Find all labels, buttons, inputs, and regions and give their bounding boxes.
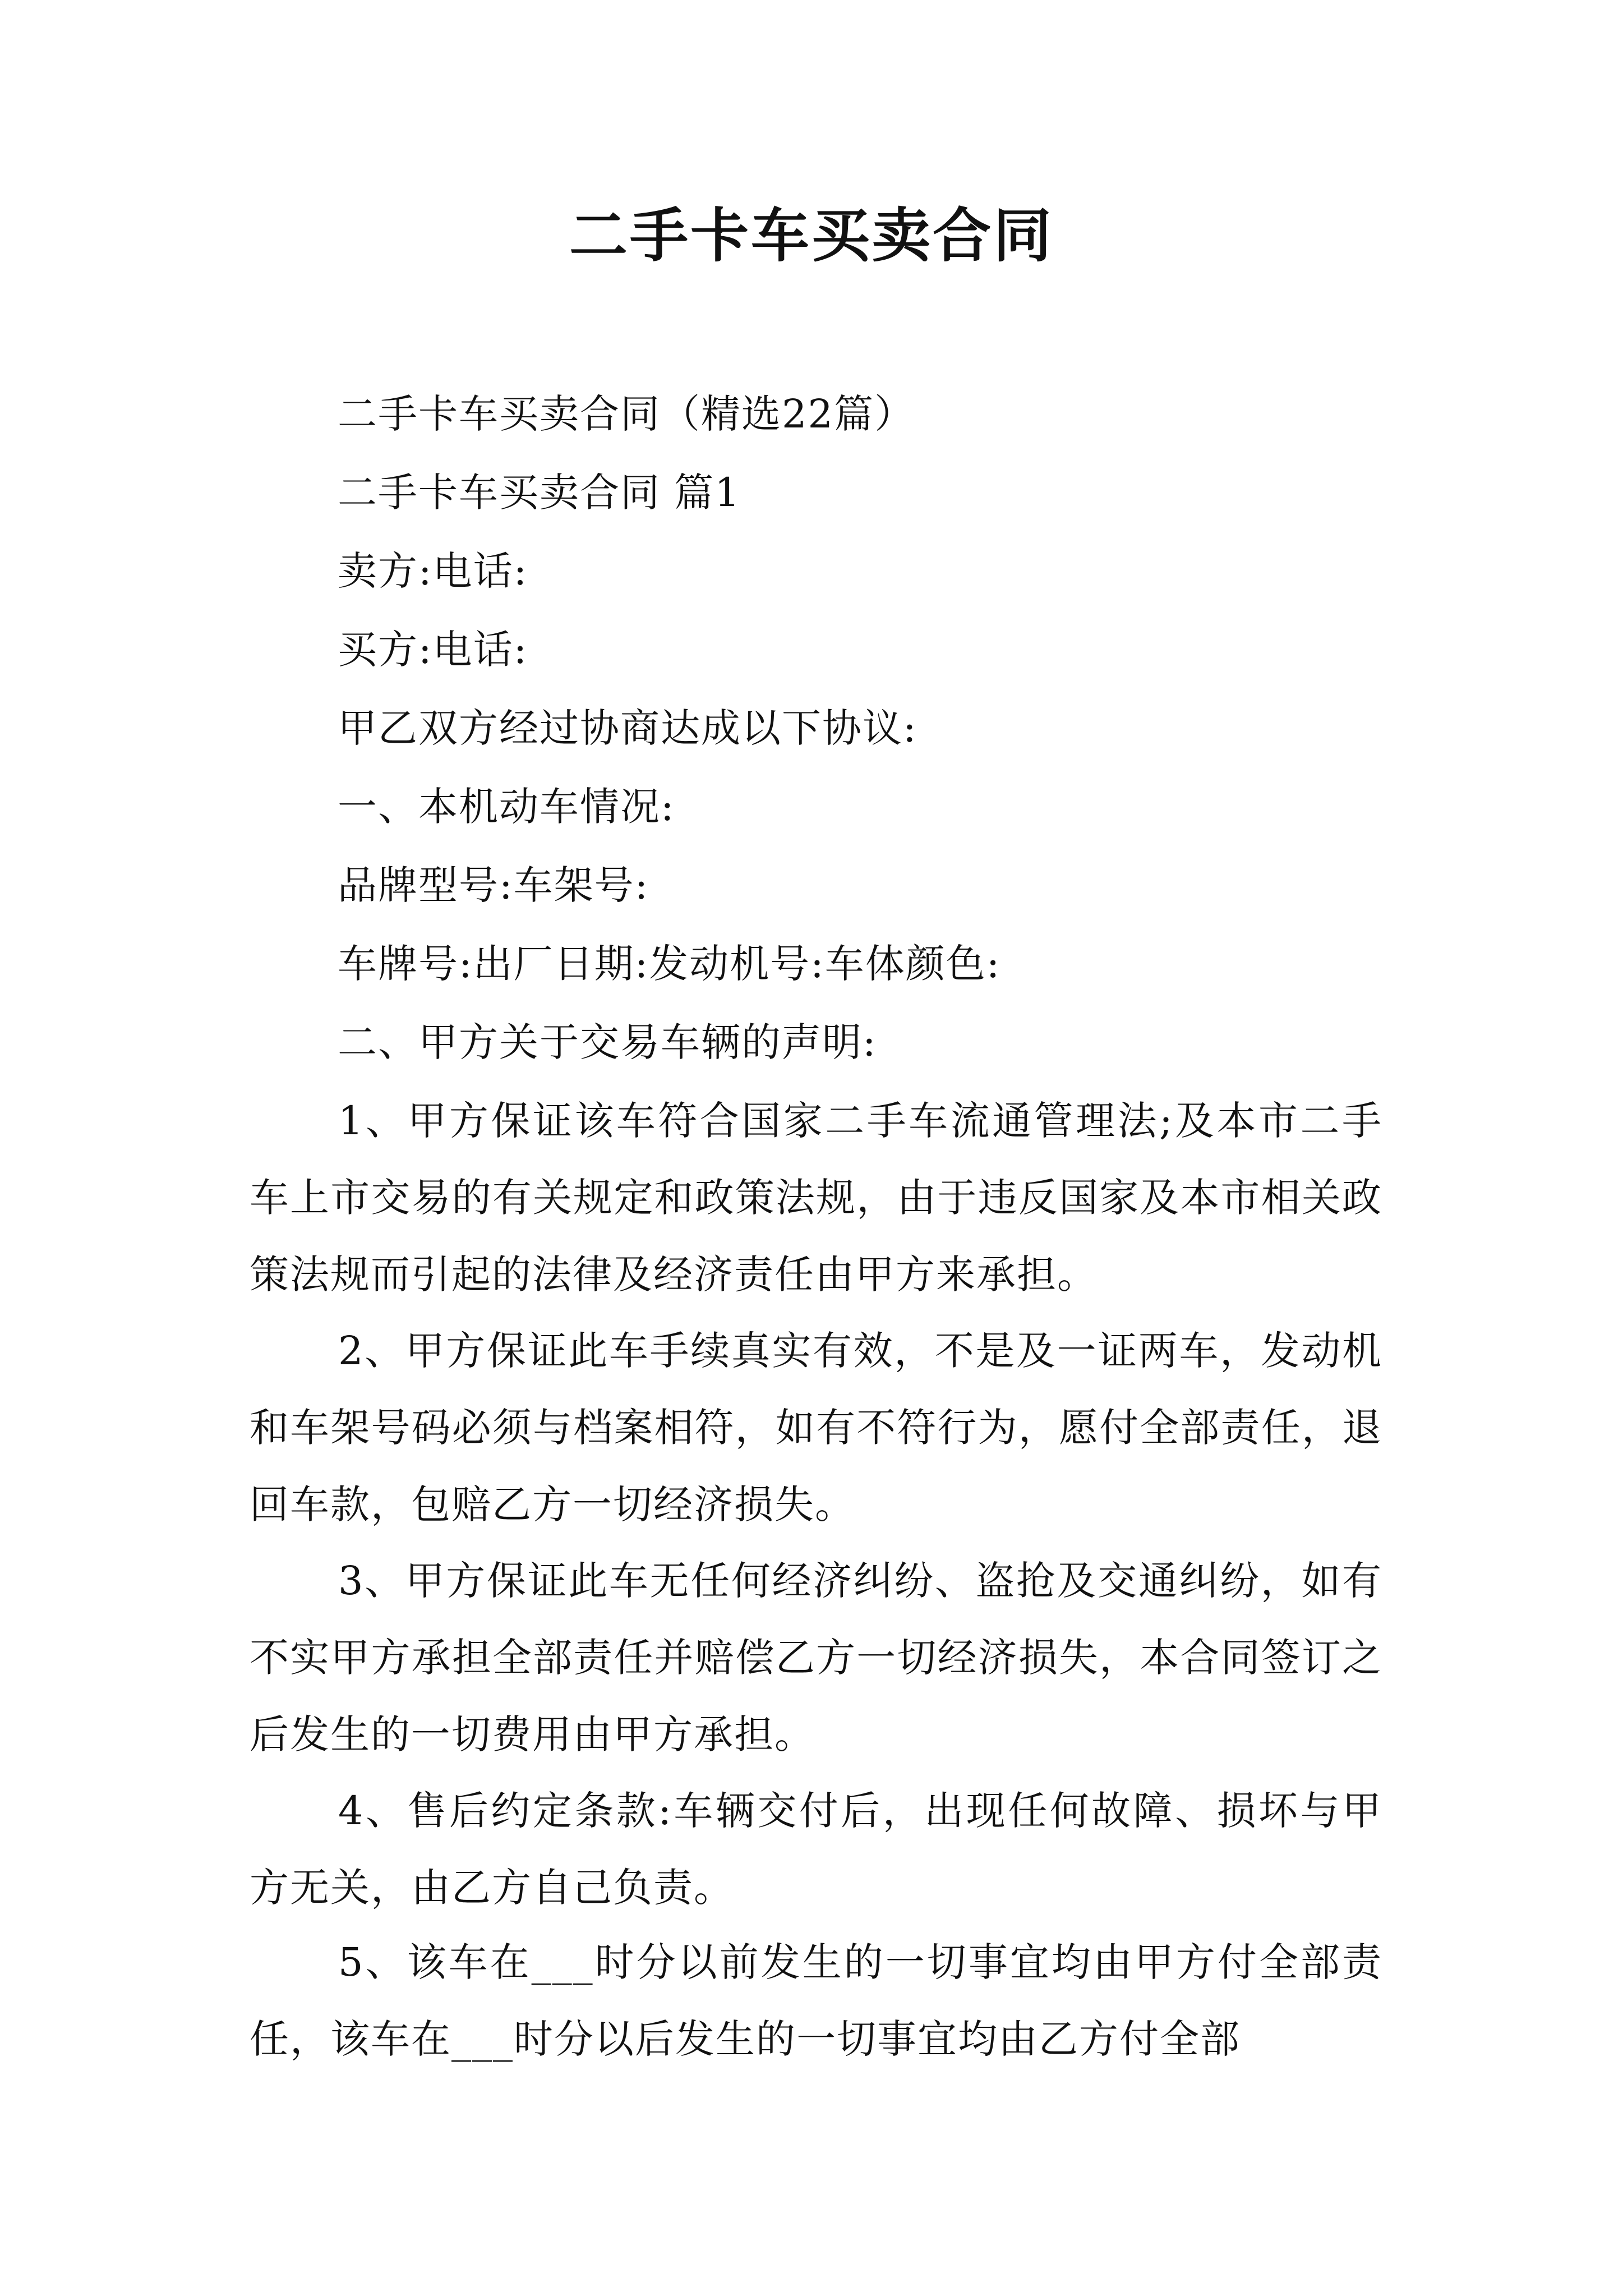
section-two-heading: 二、甲方关于交易车辆的声明: — [338, 1019, 877, 1065]
vehicle-info-line-1: 品牌型号:车架号: — [338, 862, 649, 908]
clause-2: 2、甲方保证此车手续真实有效，不是及一证两车，发动机和车架号码必须与档案相符，如有不符行为，愿付全部责任，退回车款，包赔乙方一切经济损失。 — [250, 1328, 1382, 1527]
section-one-heading: 一、本机动车情况: — [338, 784, 675, 830]
clause-4: 4、售后约定条款:车辆交付后，出现任何故障、损坏与甲方无关，由乙方自己负责。 — [250, 1788, 1382, 1911]
document-title: 二手卡车买卖合同 — [569, 201, 1054, 270]
clause-5: 5、该车在___时分以前发生的一切事宜均由甲方付全部责任，该车在___时分以后发生的一切事宜均由乙方付全部 — [250, 1939, 1382, 2062]
agreement-intro: 甲乙双方经过协商达成以下协议: — [338, 705, 917, 751]
section-heading: 二手卡车买卖合同 篇1 — [338, 470, 741, 516]
clause-1: 1、甲方保证该车符合国家二手车流通管理法;及本市二手车上市交易的有关规定和政策法规，由于违反国家及本市相关政策法规而引起的法律及经济责任由甲方来承担。 — [250, 1098, 1382, 1297]
seller-line: 卖方:电话: — [338, 548, 528, 594]
document-subtitle: 二手卡车买卖合同（精选22篇） — [338, 391, 915, 437]
buyer-line: 买方:电话: — [338, 627, 528, 673]
vehicle-info-line-2: 车牌号:出厂日期:发动机号:车体颜色: — [338, 941, 1001, 987]
clause-3: 3、甲方保证此车无任何经济纠纷、盗抢及交通纠纷，如有不实甲方承担全部责任并赔偿乙方一切经济损失，本合同签订之后发生的一切费用由甲方承担。 — [250, 1558, 1382, 1757]
